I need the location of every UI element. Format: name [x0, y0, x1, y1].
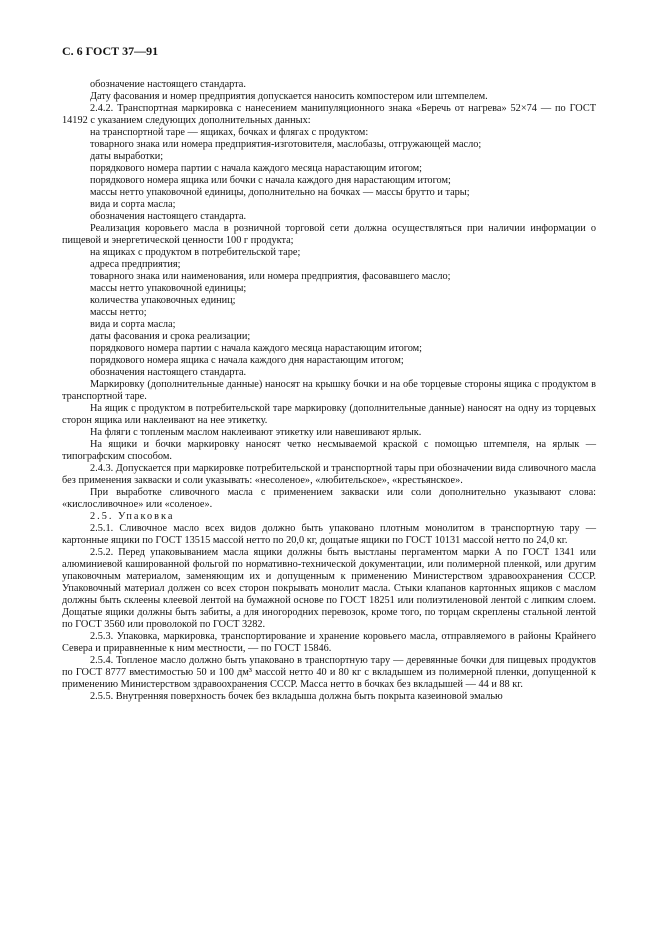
paragraph: При выработке сливочного масла с применением закваски или соли дополнительно указывают слова: «кислосливочное» или «соленое». — [62, 487, 596, 510]
paragraph: На ящик с продуктом в потребительской таре маркировку (дополнительные данные) наносят на одну из торцевых сторон ящика или наклеивают на нее этикетку. — [62, 403, 596, 426]
list-item: товарного знака или наименования, или номера предприятия, фасовавшего масло; — [90, 271, 451, 282]
page-header: С. 6 ГОСТ 37—91 — [62, 44, 159, 58]
list-item: обозначения настоящего стандарта. — [90, 367, 247, 378]
paragraph: 2.5.1. Сливочное масло всех видов должно быть упаковано плотным монолитом в транспортную тару — картонные ящики по ГОСТ 13515 массой нетто по 20,0 кг, дощатые ящики по ГОСТ 10131 массой нетто по 24,0 кг. — [62, 523, 596, 546]
paragraph: 2.5.4. Топленое масло должно быть упаковано в транспортную тару — деревянные бочки для пищевых продуктов по ГОСТ 8777 вместимостью 50 и 100 дм³ массой нетто 40 и 80 кг с вкладышем из полимерной пленки, допущенной к применению Министерством здравоохранения СССР. Масса нетто в бочках без вкладышей — 44 и 88 кг. — [62, 655, 596, 690]
paragraph: 2.4.2. Транспортная маркировка с нанесением манипуляционного знака «Беречь от нагрева» 52×74 — по ГОСТ 14192 с указанием следующих дополнительных данных: — [62, 103, 596, 126]
list-item: порядкового номера ящика с начала каждого дня нарастающим итогом; — [90, 355, 404, 366]
list-item: обозначения настоящего стандарта. — [90, 211, 247, 222]
list-item: порядкового номера партии с начала каждого месяца нарастающим итогом; — [90, 163, 423, 174]
paragraph: Реализация коровьего масла в розничной торговой сети должна осуществляться при наличии информации о пищевой и энергетической ценности 100 г продукта; — [62, 223, 596, 246]
list-item: даты выработки; — [90, 151, 164, 162]
list-item: на транспортной таре — ящиках, бочках и флягах с продуктом: — [90, 127, 369, 138]
list-item: порядкового номера партии с начала каждого месяца нарастающим итогом; — [90, 343, 423, 354]
list-item: адреса предприятия; — [90, 259, 181, 270]
paragraph: 2.5.2. Перед упаковыванием масла ящики должны быть выстланы пергаментом марки А по ГОСТ 1341 или алюминиевой кашированной фольгой по нормативно-технической документации, или полимерной пленкой, или другим упаковочным материалом, заменяющим их и допущенным к применению Министерством здравоохранения СССР. Упаковочный материал должен со всех сторон покрывать монолит масла. Стыки клапанов картонных ящиков с маслом должны быть склеены клеевой лентой на бумажной основе по ГОСТ 18251 или полиэтиленовой лентой с липким слоем. Дощатые ящики должны быть забиты, а для иногородних перевозок, кроме того, по торцам скреплены стальной лентой по ГОСТ 3560 или проволокой по ГОСТ 3282. — [62, 547, 596, 630]
list-item: товарного знака или номера предприятия-изготовителя, маслобазы, отгружающей масло; — [90, 139, 482, 150]
paragraph: 2.5.3. Упаковка, маркировка, транспортирование и хранение коровьего масла, отправляемого в районы Крайнего Севера и приравненные к ним местности, — по ГОСТ 15846. — [62, 631, 596, 654]
list-item: массы нетто упаковочной единицы, дополнительно на бочках — массы брутто и тары; — [90, 187, 470, 198]
list-item: количества упаковочных единиц; — [90, 295, 236, 306]
list-item: порядкового номера ящика или бочки с начала каждого дня нарастающим итогом; — [90, 175, 451, 186]
paragraph: Маркировку (дополнительные данные) наносят на крышку бочки и на обе торцевые стороны ящика с продуктом в транспортной таре. — [62, 379, 596, 402]
paragraph: Дату фасования и номер предприятия допускается наносить компостером или штемпелем. — [90, 91, 488, 102]
paragraph: обозначение настоящего стандарта. — [90, 79, 246, 90]
list-item: вида и сорта масла; — [90, 199, 176, 210]
paragraph: 2.4.3. Допускается при маркировке потребительской и транспортной тары при обозначении вида сливочного масла без применения закваски и соли указывать: «несоленое», «любительское», «крестьянское». — [62, 463, 596, 486]
section-heading: 2.5. Упаковка — [90, 511, 175, 522]
paragraph: 2.5.5. Внутренняя поверхность бочек без вкладыша должна быть покрыта казеиновой эмалью — [90, 691, 503, 702]
list-item: вида и сорта масла; — [90, 319, 176, 330]
document-body — [62, 79, 596, 703]
list-item: массы нетто упаковочной единицы; — [90, 283, 247, 294]
paragraph: На фляги с топленым маслом наклеивают этикетку или навешивают ярлык. — [90, 427, 422, 438]
list-item: на ящиках с продуктом в потребительской таре; — [90, 247, 301, 258]
list-item: даты фасования и срока реализации; — [90, 331, 251, 342]
paragraph: На ящики и бочки маркировку наносят четко несмываемой краской с помощью штемпеля, на ярлык — типографским способом. — [62, 439, 596, 462]
list-item: массы нетто; — [90, 307, 147, 318]
